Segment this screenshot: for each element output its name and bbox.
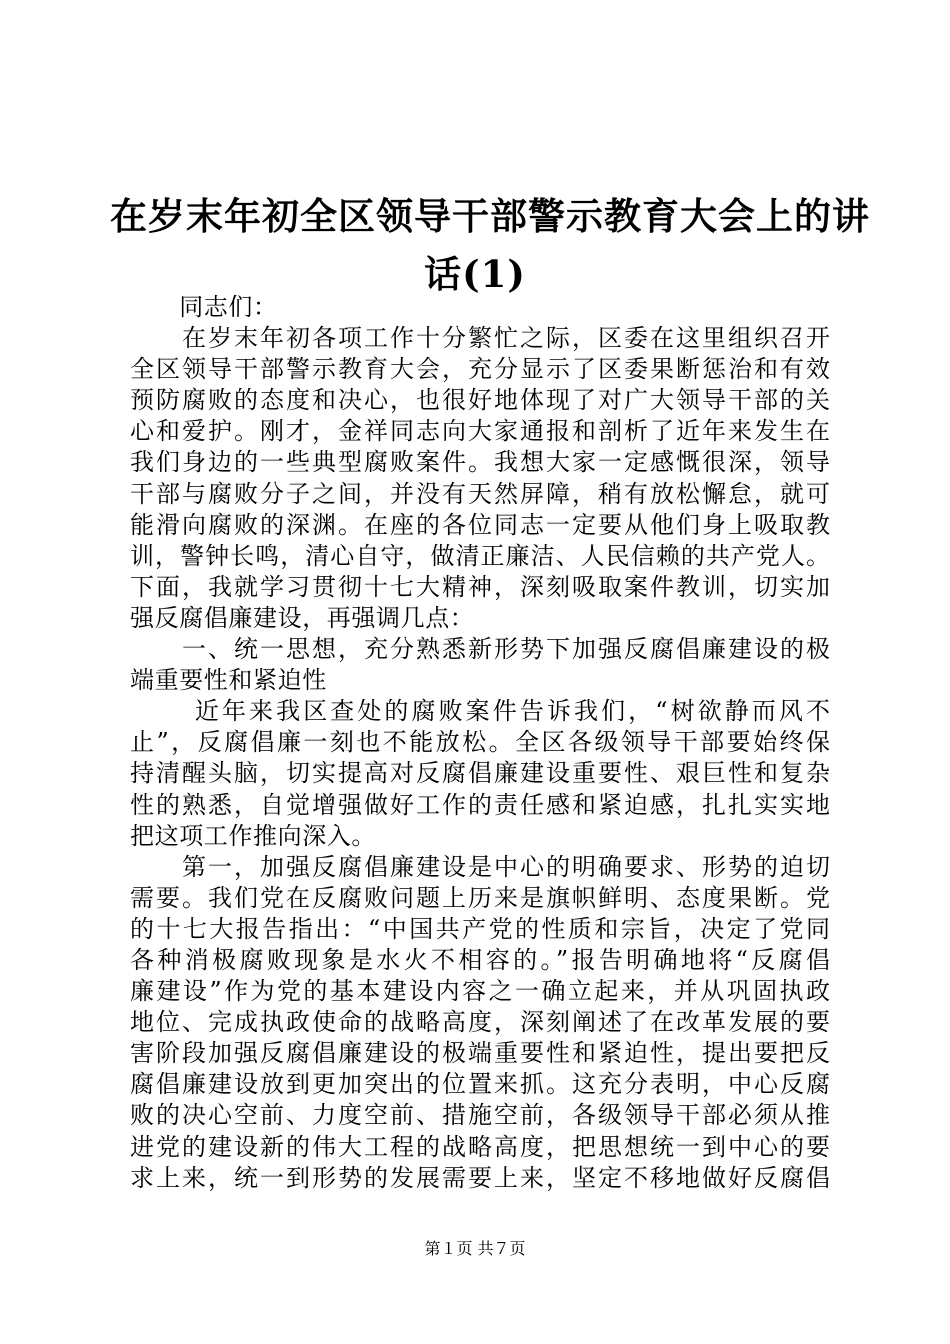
page-number-footer: 第１页 共７页 [424,1239,526,1258]
body-line: 我们身边的一些典型腐败案件。我想大家一定感慨很深，领导 [130,448,830,477]
body-line: 一、统一思想，充分熟悉新形势下加强反腐倡廉建设的极 [130,635,830,664]
body-line: 需要。我们党在反腐败问题上历来是旗帜鲜明、态度果断。党 [130,883,830,912]
body-line: 地位、完成执政使命的战略高度，深刻阐述了在改革发展的要 [130,1008,830,1037]
body-line: 近年来我区查处的腐败案件告诉我们，“树欲静而风不 [130,697,830,726]
body-line: 各种消极腐败现象是水火不相容的。”报告明确地将“反腐倡 [130,945,830,974]
body-line: 同志们： [130,293,278,321]
body-line: 在岁末年初各项工作十分繁忙之际，区委在这里组织召开 [130,324,830,353]
body-line: 廉建设”作为党的基本建设内容之一确立起来，并从巩固执政 [130,977,830,1006]
body-line: 把这项工作推向深入。 [130,821,376,850]
body-line: 的十七大报告指出：“中国共产党的性质和宗旨，决定了党同 [130,914,830,943]
body-line: 下面，我就学习贯彻十七大精神，深刻吸取案件教训，切实加 [130,572,830,601]
body-line: 预防腐败的态度和决心，也很好地体现了对广大领导干部的关 [130,386,830,415]
body-line: 腐倡廉建设放到更加突出的位置来抓。这充分表明，中心反腐 [130,1070,830,1099]
body-line: 性的熟悉，自觉增强做好工作的责任感和紧迫感，扎扎实实地 [130,790,830,819]
body-line: 求上来，统一到形势的发展需要上来，坚定不移地做好反腐倡 [130,1163,830,1192]
body-line: 第一，加强反腐倡廉建设是中心的明确要求、形势的迫切 [130,852,830,881]
body-line: 训，警钟长鸣，清心自守，做清正廉洁、人民信赖的共产党人。 [130,541,830,570]
body-line: 干部与腐败分子之间，并没有天然屏障，稍有放松懈怠，就可 [130,479,830,508]
body-line: 强反腐倡廉建设，再强调几点： [130,603,475,632]
body-line: 止”，反腐倡廉一刻也不能放松。全区各级领导干部要始终保 [130,728,830,757]
body-line: 全区领导干部警示教育大会，充分显示了区委果断惩治和有效 [130,355,830,384]
body-line: 害阶段加强反腐倡廉建设的极端重要性和紧迫性，提出要把反 [130,1039,830,1068]
body-line: 进党的建设新的伟大工程的战略高度，把思想统一到中心的要 [130,1132,830,1161]
document-title-line-2: 话(1) [424,252,526,296]
body-line: 心和爱护。刚才，金祥同志向大家通报和剖析了近年来发生在 [130,417,830,446]
document-title-line-1: 在岁末年初全区领导干部警示教育大会上的讲 [110,194,870,238]
body-line: 败的决心空前、力度空前、措施空前，各级领导干部必须从推 [130,1101,830,1130]
body-line: 能滑向腐败的深渊。在座的各位同志一定要从他们身上吸取教 [130,510,830,539]
body-line: 端重要性和紧迫性 [130,666,327,695]
document-body [130,292,830,1194]
body-line: 持清醒头脑，切实提高对反腐倡廉建设重要性、艰巨性和复杂 [130,759,830,788]
